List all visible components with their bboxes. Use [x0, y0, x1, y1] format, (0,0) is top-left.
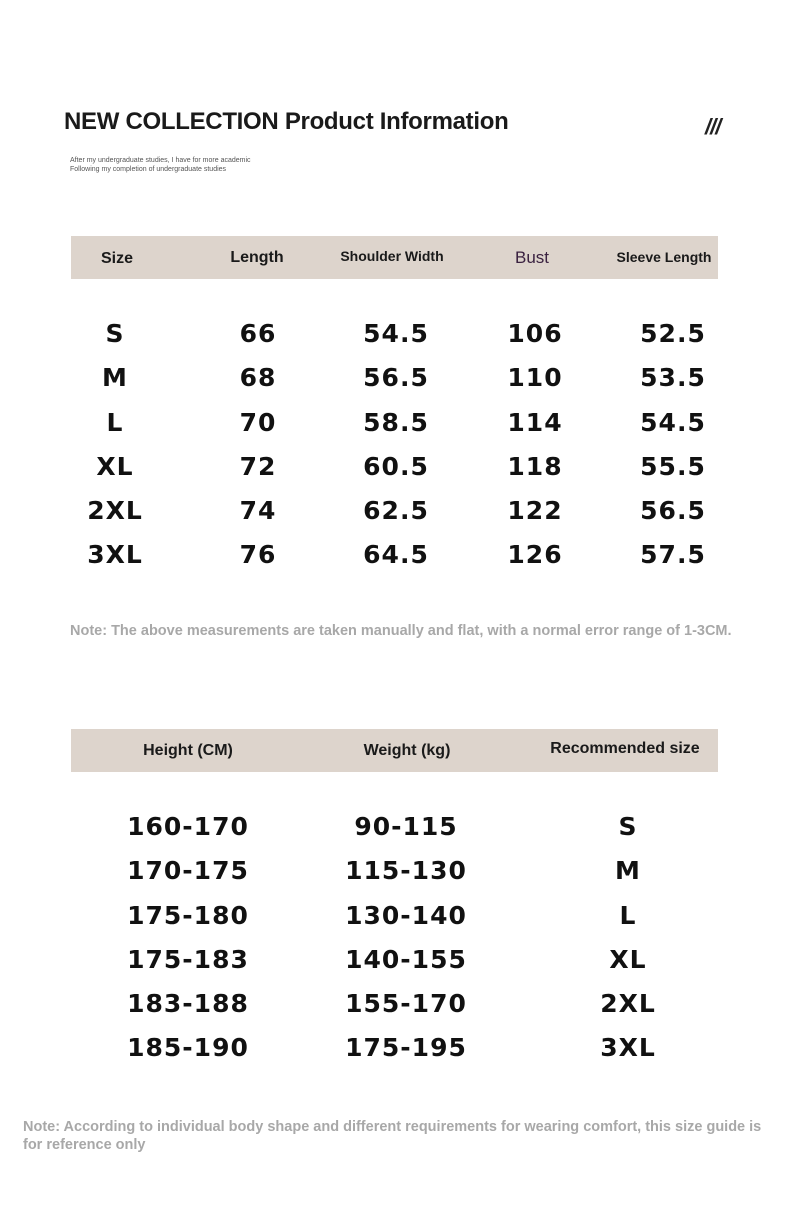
- table-row: [0, 945, 790, 989]
- size-cell: S: [105, 319, 125, 348]
- length-cell: 68: [239, 363, 277, 392]
- table-row: [0, 452, 790, 496]
- weight-cell: 140-155: [345, 945, 467, 974]
- header-recommended-size: Recommended size: [550, 740, 700, 757]
- measurement-note: Note: The above measurements are taken manually and flat, with a normal error range of 1-3CM.: [70, 623, 732, 639]
- size-guide-note: Note: According to individual body shape and different requirements for wearing comfort, this size guide is for reference only: [23, 1119, 762, 1153]
- header-weight: Weight (kg): [363, 742, 451, 759]
- recommended-size-cell: XL: [609, 945, 647, 974]
- header-shoulder-width: Shoulder Width: [340, 248, 444, 264]
- table-row: [0, 540, 790, 584]
- shoulder-width-cell: 56.5: [363, 363, 429, 392]
- header-height: Height (CM): [143, 742, 233, 759]
- header-bust: Bust: [514, 248, 550, 267]
- weight-cell: 115-130: [345, 856, 467, 885]
- size-cell: 2XL: [87, 496, 143, 525]
- bust-cell: 122: [507, 496, 563, 525]
- recommended-size-cell: S: [618, 812, 638, 841]
- sleeve-length-cell: 56.5: [640, 496, 706, 525]
- height-cell: 185-190: [127, 1033, 249, 1062]
- size-cell: XL: [96, 452, 134, 481]
- size-cell: M: [102, 363, 128, 392]
- sleeve-length-cell: 52.5: [640, 319, 706, 348]
- weight-cell: 155-170: [345, 989, 467, 1018]
- bust-cell: 106: [507, 319, 563, 348]
- table-row: [0, 901, 790, 945]
- height-cell: 160-170: [127, 812, 249, 841]
- height-cell: 170-175: [127, 856, 249, 885]
- sleeve-length-cell: 57.5: [640, 540, 706, 569]
- measurements-table-header: [71, 236, 718, 279]
- header-length: Length: [230, 249, 284, 266]
- shoulder-width-cell: 62.5: [363, 496, 429, 525]
- height-cell: 175-180: [127, 901, 249, 930]
- table-row: [0, 496, 790, 540]
- bust-cell: 126: [507, 540, 563, 569]
- table-row: [0, 812, 790, 856]
- weight-cell: 90-115: [354, 812, 458, 841]
- height-cell: 175-183: [127, 945, 249, 974]
- height-cell: 183-188: [127, 989, 249, 1018]
- sleeve-length-cell: 55.5: [640, 452, 706, 481]
- size-cell: L: [106, 408, 124, 437]
- length-cell: 66: [239, 319, 277, 348]
- length-cell: 70: [239, 408, 277, 437]
- length-cell: 74: [239, 496, 277, 525]
- header-size: Size: [100, 250, 134, 267]
- shoulder-width-cell: 64.5: [363, 540, 429, 569]
- subtitle-line-2: Following my completion of undergraduate studies: [70, 166, 227, 173]
- table-row: [0, 856, 790, 900]
- table-row: [0, 363, 790, 407]
- bust-cell: 114: [507, 408, 563, 437]
- recommendation-table-header: [71, 729, 718, 772]
- table-row: [0, 989, 790, 1033]
- bust-cell: 118: [507, 452, 563, 481]
- weight-cell: 175-195: [345, 1033, 467, 1062]
- recommended-size-cell: M: [615, 856, 641, 885]
- sleeve-length-cell: 53.5: [640, 363, 706, 392]
- shoulder-width-cell: 60.5: [363, 452, 429, 481]
- shoulder-width-cell: 58.5: [363, 408, 429, 437]
- recommended-size-cell: 3XL: [600, 1033, 656, 1062]
- subtitle-line-1: After my undergraduate studies, I have for more academic: [70, 157, 251, 164]
- page-title: NEW COLLECTION Product Information: [64, 108, 509, 135]
- shoulder-width-cell: 54.5: [363, 319, 429, 348]
- table-row: [0, 1033, 790, 1077]
- header-sleeve-length: Sleeve Length: [616, 249, 712, 265]
- sleeve-length-cell: 54.5: [640, 408, 706, 437]
- slashes-decoration: ///: [705, 114, 721, 139]
- size-cell: 3XL: [87, 540, 143, 569]
- length-cell: 72: [239, 452, 277, 481]
- length-cell: 76: [239, 540, 277, 569]
- table-row: [0, 319, 790, 363]
- recommended-size-cell: 2XL: [600, 989, 656, 1018]
- recommended-size-cell: L: [619, 901, 637, 930]
- weight-cell: 130-140: [345, 901, 467, 930]
- bust-cell: 110: [507, 363, 563, 392]
- table-row: [0, 408, 790, 452]
